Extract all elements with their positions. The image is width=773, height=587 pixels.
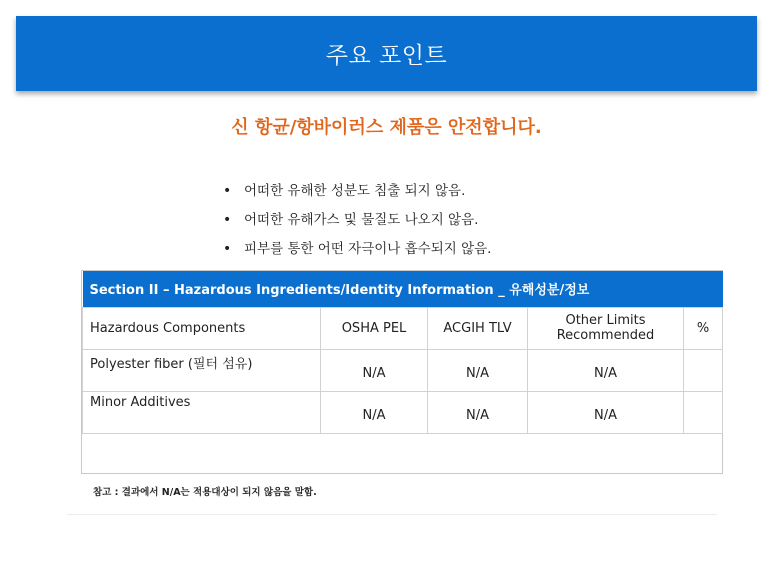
bullet-dot-icon: • <box>223 240 232 257</box>
table-empty-row <box>83 433 723 474</box>
table-cell: N/A <box>528 349 684 391</box>
bullet-text: 어떠한 유해한 성분도 침출 되지 않음. <box>244 182 466 199</box>
hazard-table <box>81 270 723 474</box>
footnote: 참고 : 결과에서 N/A는 적용대상이 되지 않음을 말함. <box>93 487 317 498</box>
table-column-headers <box>83 307 723 349</box>
subtitle: 신 항균/항바이러스 제품은 안전합니다. <box>231 117 542 138</box>
column-header: Hazardous Components <box>83 307 321 349</box>
table-cell <box>83 433 723 474</box>
table-row <box>83 349 723 391</box>
column-header: OSHA PEL <box>321 307 428 349</box>
page-title: 주요 포인트 <box>325 43 448 69</box>
table-cell: N/A <box>528 391 684 433</box>
bullet-text: 피부를 통한 어떤 자극이나 흡수되지 않음. <box>244 240 492 257</box>
table-cell <box>684 349 723 391</box>
table-cell: N/A <box>428 391 528 433</box>
divider <box>67 514 717 515</box>
section-title: Section II – Hazardous Ingredients/Identity Information _ 유해성분/정보 <box>83 271 723 307</box>
table-section-header <box>83 271 723 307</box>
bullet-dot-icon: • <box>223 182 232 199</box>
bullet-dot-icon: • <box>223 211 232 228</box>
table-cell: N/A <box>428 349 528 391</box>
bullet-text: 어떠한 유해가스 및 물질도 나오지 않음. <box>244 211 479 228</box>
table-cell: N/A <box>321 391 428 433</box>
bullet-item <box>223 205 491 234</box>
table-cell: Polyester fiber (필터 섬유) <box>83 349 321 391</box>
table-cell <box>684 391 723 433</box>
bullet-list <box>223 176 491 263</box>
column-header: % <box>684 307 723 349</box>
column-header: ACGIH TLV <box>428 307 528 349</box>
table-cell: Minor Additives <box>83 391 321 433</box>
table-cell: N/A <box>321 349 428 391</box>
column-header: Other Limits Recommended <box>528 307 684 349</box>
title-banner <box>16 16 757 91</box>
bullet-item <box>223 234 491 263</box>
bullet-item <box>223 176 491 205</box>
table-row <box>83 391 723 433</box>
